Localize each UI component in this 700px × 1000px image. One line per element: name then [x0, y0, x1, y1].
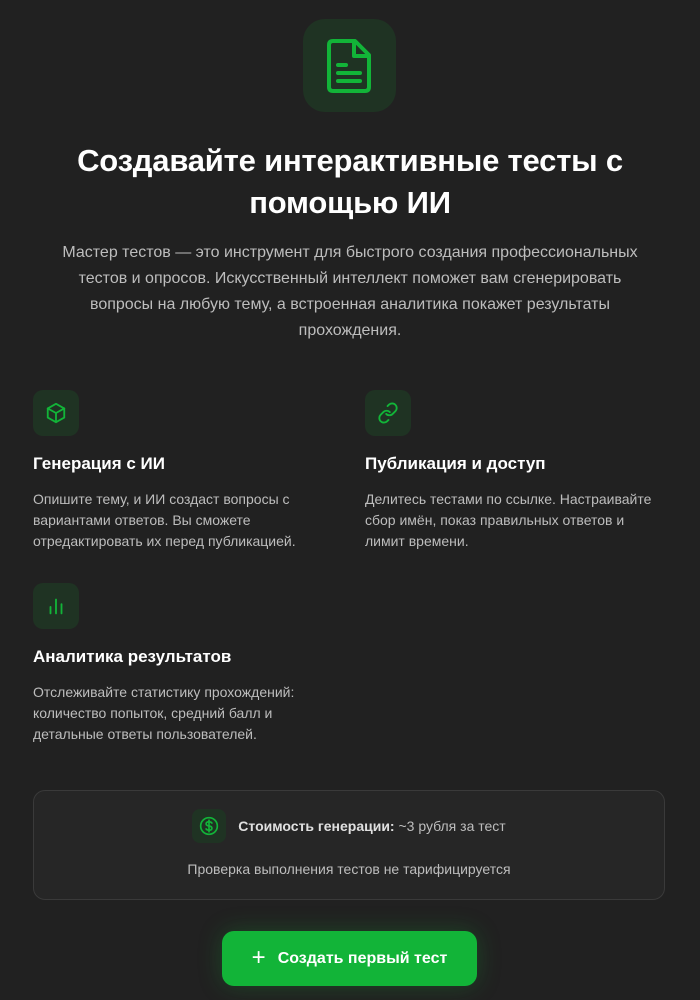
bar-chart-icon — [45, 595, 67, 617]
feature-description: Опишите тему, и ИИ создаст вопросы с вариантами ответов. Вы сможете отредактировать их перед публикацией. — [33, 491, 296, 549]
dollar-icon — [199, 816, 219, 836]
feature-title: Аналитика результатов — [33, 647, 232, 666]
page-description: Мастер тестов — это инструмент для быстрого создания профессиональных тестов и опросов. Искусственный интеллект поможет вам сгенерировать вопросы на любую тему, а встроенная аналитика покажет результаты прохождения. — [62, 244, 638, 339]
pricing-icon-tile — [192, 809, 226, 843]
pricing-text — [238, 818, 505, 834]
create-first-test-label: Создать первый тест — [277, 949, 448, 967]
feature-icon-tile — [365, 390, 411, 436]
feature-description: Отслеживайте статистику прохождений: количество попыток, средний балл и детальные ответы пользователей. — [33, 684, 295, 742]
feature-title: Публикация и доступ — [365, 454, 546, 473]
feature-card-analytics — [33, 583, 333, 745]
pricing-card — [33, 790, 665, 900]
document-icon — [325, 37, 375, 95]
feature-description: Делитесь тестами по ссылке. Настраивайте сбор имён, показ правильных ответов и лимит времени. — [365, 491, 652, 549]
link-icon — [377, 402, 399, 424]
feature-icon-tile — [33, 390, 79, 436]
feature-icon-tile — [33, 583, 79, 629]
feature-title: Генерация с ИИ — [33, 454, 165, 473]
pricing-row — [34, 809, 664, 843]
pricing-label: Стоимость генерации: — [238, 818, 395, 834]
pricing-note: Проверка выполнения тестов не тарифицируется — [187, 861, 511, 877]
pricing-value: ~3 рубля за тест — [398, 818, 506, 834]
feature-card-publication — [365, 390, 665, 552]
feature-card-ai-generation — [33, 390, 333, 552]
create-first-test-button[interactable] — [222, 931, 477, 986]
hero-icon-tile — [303, 19, 396, 112]
cube-icon — [45, 402, 67, 424]
plus-icon: + — [251, 943, 266, 971]
page-title: Создавайте интерактивные тесты с помощью ИИ — [77, 143, 623, 220]
